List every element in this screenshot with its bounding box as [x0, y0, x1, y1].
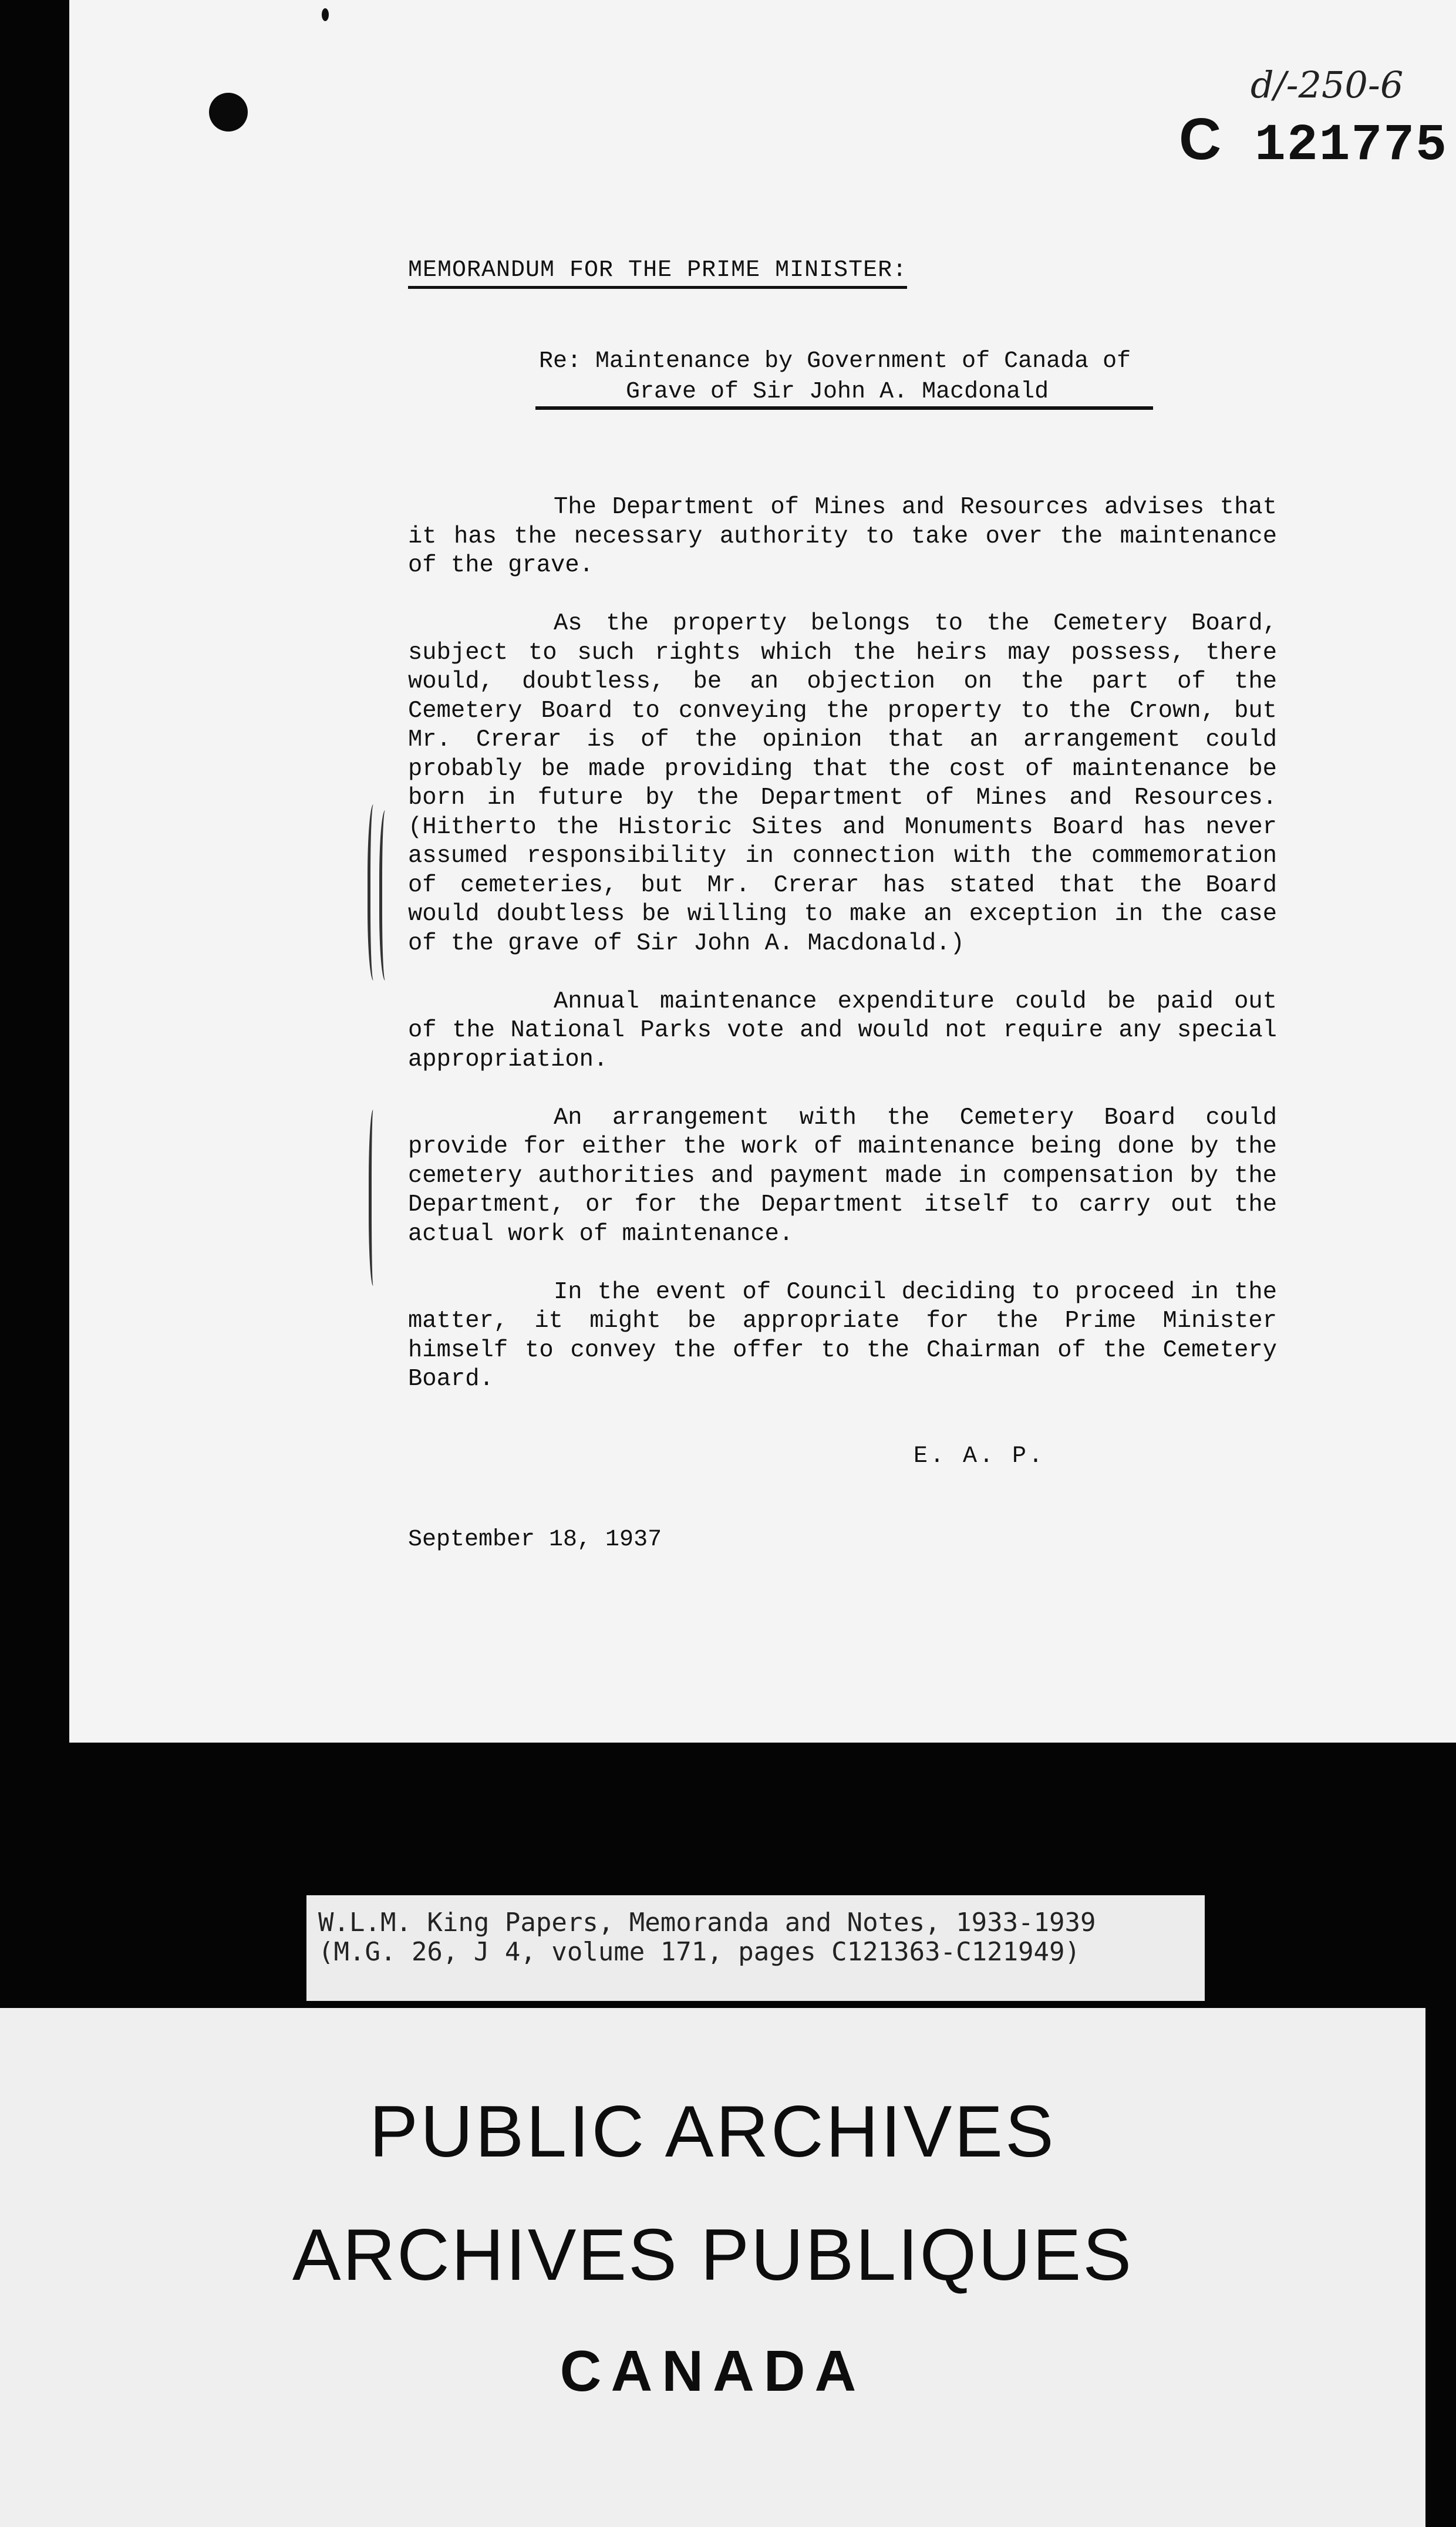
punch-hole	[209, 93, 248, 132]
memo-body	[408, 493, 1277, 1423]
memo-date: September 18, 1937	[408, 1527, 662, 1553]
paragraph: As the property belongs to the Cemetery Board, subject to such rights which the heirs may possess, there would, doubtless, be an objection on the part of the Cemetery Board to conveying the property to the Crown, but Mr. Crerar is of the opinion that an arrangement could probably be made providing that the cost of maintenance be born in future by the Department of Mines and Resources. (Hitherto the Historic Sites and Monuments Board has never assumed responsibility in connection with the commemoration of cemeteries, but Mr. Crerar has stated that the Board would doubtless be willing to make an exception in the case of the grave of Sir John A. Macdonald.)	[408, 610, 1277, 957]
reference-stamp	[1179, 106, 1448, 175]
subject-underline	[535, 406, 1153, 410]
paragraph: Annual maintenance expenditure could be paid out of the National Parks vote and would not require any special appropriation.	[408, 988, 1277, 1073]
handwritten-reference: d/-250-6	[1251, 63, 1404, 106]
citation-line-2: (M.G. 26, J 4, volume 171, pages C121363-C121949)	[318, 1937, 1081, 1967]
speck	[322, 8, 329, 21]
paragraph: An arrangement with the Cemetery Board could provide for either the work of maintenance being done by the cemetery authorities and payment made in compensation by the Department, or for the Department itself to carry out the actual work of maintenance.	[408, 1104, 1277, 1248]
memo-title: MEMORANDUM FOR THE PRIME MINISTER:	[408, 257, 907, 289]
paragraph: In the event of Council deciding to proceed in the matter, it might be appropriate for the Prime Minister himself to convey the offer to the Chairman of the Cemetery Board.	[408, 1278, 1277, 1393]
citation-line-1: W.L.M. King Papers, Memoranda and Notes, 1933-1939	[318, 1908, 1096, 1938]
archive-card-line-2: ARCHIVES PUBLIQUES	[292, 2215, 1134, 2296]
reference-number: 121775	[1255, 117, 1448, 175]
margin-mark	[369, 1110, 380, 1286]
subject-line-2: Grave of Sir John A. Macdonald	[626, 379, 1049, 405]
archive-card-line-1: PUBLIC ARCHIVES	[369, 2091, 1056, 2172]
archive-card-line-3: CANADA	[560, 2339, 866, 2403]
reference-prefix: C	[1179, 106, 1223, 172]
subject-block	[539, 346, 1150, 407]
paragraph: The Department of Mines and Resources advises that it has the necessary authority to take over the maintenance of the grave.	[408, 494, 1277, 579]
citation-label	[306, 1895, 1205, 2001]
signature-initials: E. A. P.	[914, 1443, 1046, 1470]
margin-mark	[379, 810, 394, 981]
subject-line-1: Re: Maintenance by Government of Canada of	[539, 348, 1131, 375]
